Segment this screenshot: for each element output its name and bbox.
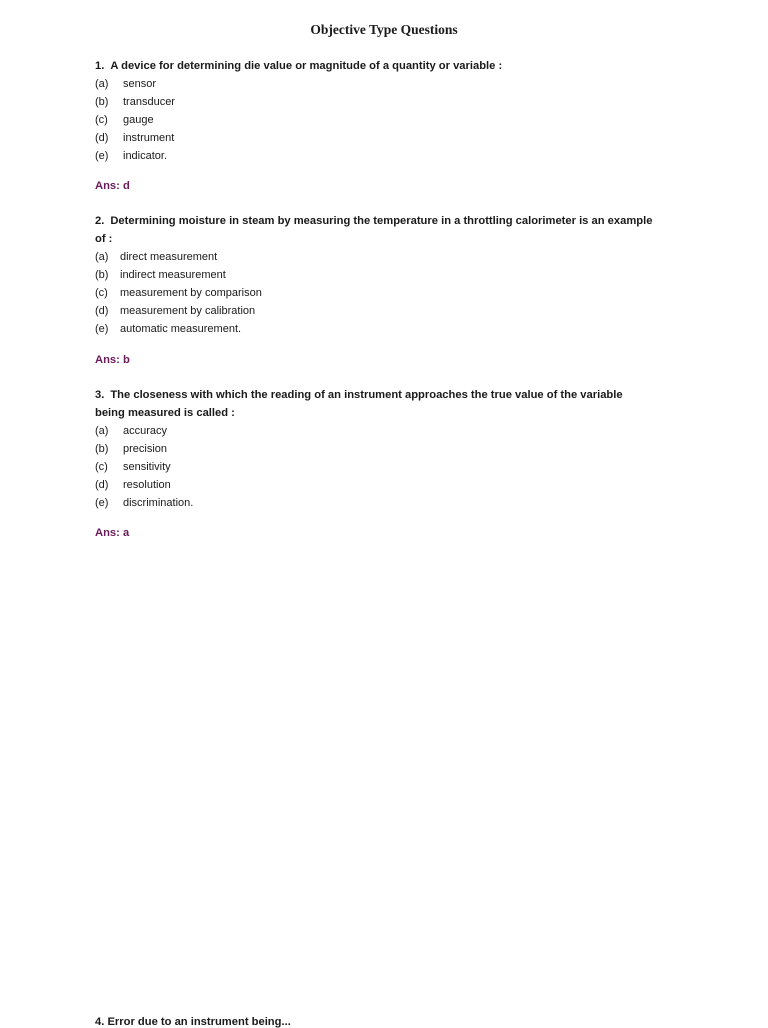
question-2 — [95, 212, 655, 338]
question-number: 1. — [95, 60, 105, 72]
option-a: (a) direct measurement — [95, 251, 218, 263]
option-a: (a) sensor — [95, 78, 157, 90]
option-d: (d) instrument — [95, 132, 175, 144]
page-title: Objective Type Questions — [310, 22, 458, 37]
answer-1: Ans: d — [95, 180, 130, 192]
option-b: (b) transducer — [95, 96, 175, 108]
answer-2: Ans: b — [95, 354, 130, 366]
question-number: 2. — [95, 215, 105, 227]
question-text: 1. A device for determining die value or magnitude of a quantity or variable : — [95, 60, 503, 72]
option-b: (b) precision — [95, 443, 168, 455]
answer-3: Ans: a — [95, 527, 130, 539]
question-1 — [95, 57, 655, 165]
option-c: (c) gauge — [95, 114, 154, 126]
question-text: 2. Determining moisture in steam by measuring the temperature in a throttling calorimeter is an example of : — [95, 215, 653, 245]
option-b: (b) indirect measurement — [95, 269, 226, 281]
option-a: (a) accuracy — [95, 425, 168, 437]
option-e: (e) automatic measurement. — [95, 323, 242, 335]
option-e: (e) discrimination. — [95, 497, 194, 509]
cut-off-question-4: 4. Error due to an instrument being... — [95, 1016, 291, 1028]
question-3 — [95, 386, 655, 512]
option-c: (c) sensitivity — [95, 461, 171, 473]
question-number: 3. — [95, 389, 105, 401]
option-d: (d) measurement by calibration — [95, 305, 256, 317]
option-d: (d) resolution — [95, 479, 171, 491]
question-text: 3. The closeness with which the reading of an instrument approaches the true value of the variable being measured is called : — [95, 389, 623, 419]
option-e: (e) indicator. — [95, 150, 168, 162]
option-c: (c) measurement by comparison — [95, 287, 262, 299]
